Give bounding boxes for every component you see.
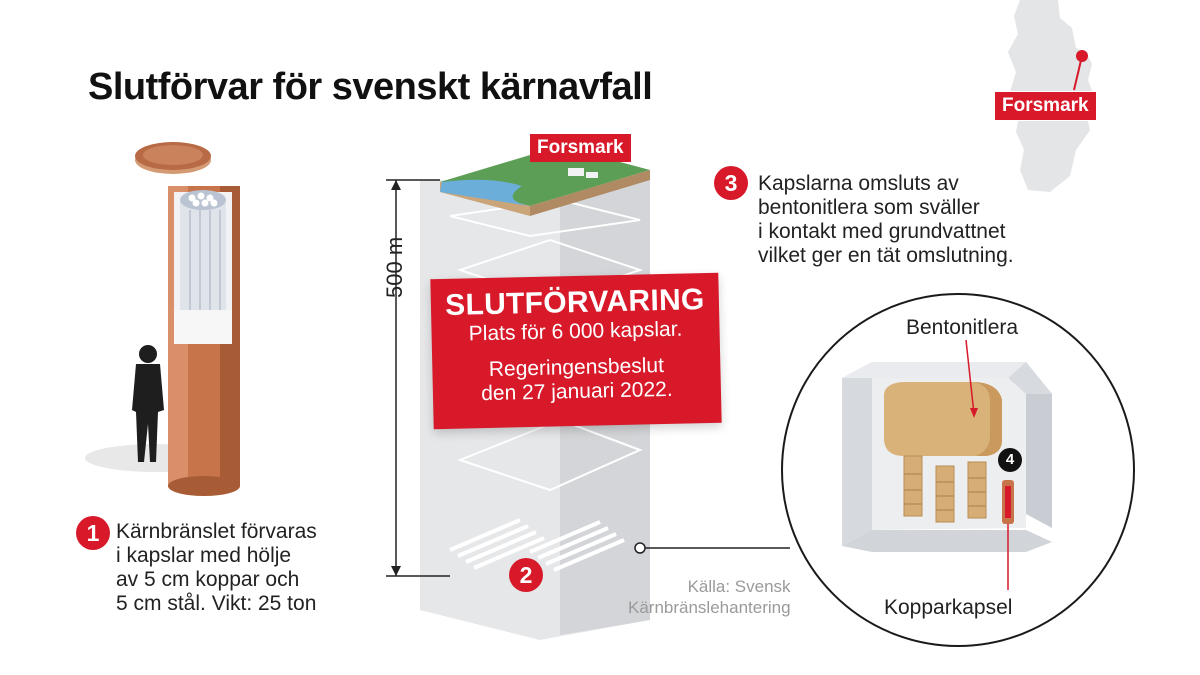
step-3-marker: 3	[714, 166, 748, 200]
info-decision-1: Regeringensbeslut	[488, 354, 665, 381]
info-capacity: Plats för 6 000 kapslar.	[468, 317, 683, 346]
location-marker-icon	[1076, 50, 1088, 62]
bentonite-label: Bentonitlera	[906, 316, 1019, 339]
source-credit: Källa: Svensk Kärnbränslehantering	[628, 577, 791, 617]
detail-connector	[630, 538, 790, 558]
info-heading: SLUTFÖRVARING	[444, 283, 705, 322]
step-3-text: Kapslarna omsluts av bentonitlera som sväller i kontakt med grundvattnet vilket ger en tät omslutning.	[758, 172, 1014, 267]
step-2-marker: 2	[509, 558, 543, 592]
page-title: Slutförvar för svenskt kärnavfall	[88, 66, 653, 108]
step-4-marker: 4	[998, 448, 1022, 472]
step-1-marker: 1	[76, 516, 110, 550]
info-box	[430, 273, 721, 429]
step-1-text: Kärnbränslet förvaras i kapslar med hölje av 5 cm koppar och 5 cm stål. Vikt: 25 ton	[116, 520, 317, 615]
map-location-label: Forsmark	[994, 91, 1097, 121]
copper-capsule-illustration	[60, 140, 260, 500]
depth-label: 500 m	[382, 236, 407, 298]
info-decision-2: den 27 januari 2022.	[480, 377, 673, 406]
capsule-label: Kopparkapsel	[884, 596, 1013, 619]
site-label: Forsmark	[530, 134, 631, 162]
